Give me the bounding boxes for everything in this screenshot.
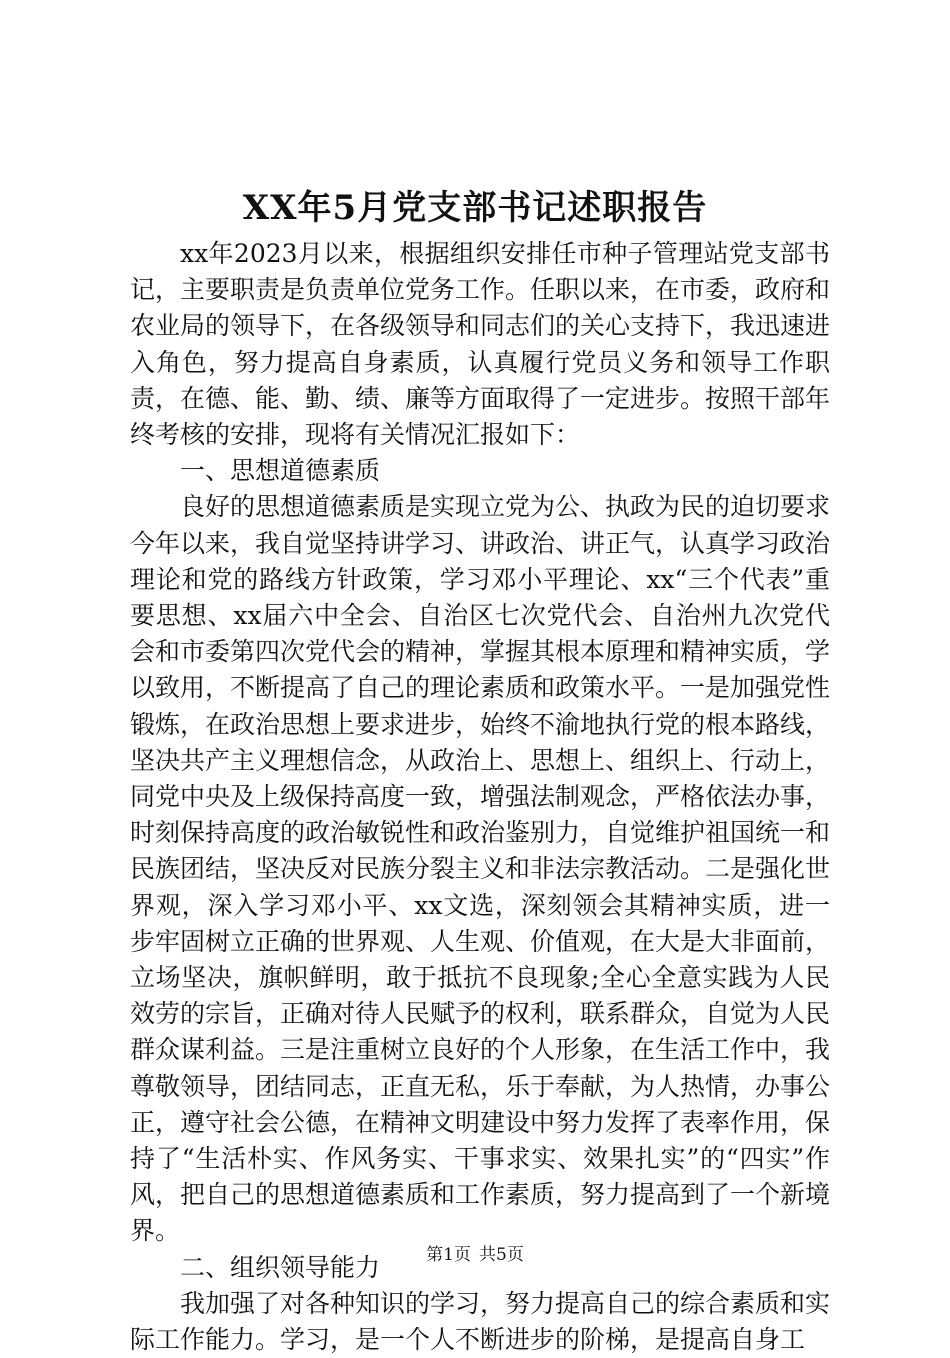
document-body (130, 236, 830, 1358)
page-footer (0, 1244, 950, 1266)
paragraph-section-2: 我加强了对各种知识的学习，努力提高自己的综合素质和实际工作能力。学习，是一个人不断进步的阶梯，是提高自身工 (130, 1288, 831, 1355)
paragraph-section-1: 良好的思想道德素质是实现立党为公、执政为民的迫切要求今年以来，我自觉坚持讲学习、讲政治、讲正气，认真学习政治理论和党的路线方针政策，学习邓小平理论、xx“三个代表”重要思想、xx届六中全会、自治区七次党代会、自治州九次党代会和市委第四次党代会的精神，掌握其根本原理和精神实质，学以致用，不断提高了自己的理论素质和政策水平。一是加强党性锻炼，在政治思想上要求进步，始终不渝地执行党的根本路线，坚决共产主义理想信念，从政治上、思想上、组织上、行动上，同党中央及上级保持高度一致，增强法制观念，严格依法办事，时刻保持高度的政治敏锐性和政治鉴别力，自觉维护祖国统一和民族团结，坚决反对民族分裂主义和非法宗教活动。二是强化世界观，深入学习邓小平、xx文选，深刻领会其精神实质，进一步牢固树立正确的世界观、人生观、价值观，在大是大非面前，立场坚决，旗帜鲜明，敢于抵抗不良现象;全心全意实践为人民效劳的宗旨，正确对待人民赋予的权利，联系群众，自觉为人民群众谋利益。三是注重树立良好的个人形象，在生活工作中，我尊敬领导，团结同志，正直无私，乐于奉献，为人热情，办事公正，遵守社会公德，在精神文明建设中努力发挥了表率作用，保持了“生活朴实、作风务实、干事求实、效果扎实”的“四实”作风，把自己的思想道德素质和工作素质，努力提高到了一个新境界。 (130, 492, 831, 1246)
section-heading-2: 二、组织领导能力 (180, 1252, 381, 1282)
page-total: 共5页 (479, 1245, 524, 1265)
paragraph-intro: xx年2023月以来，根据组织安排任市种子管理站党支部书记，主要职责是负责单位党务工作。任职以来，在市委，政府和农业局的领导下，在各级领导和同志们的关心支持下，我迅速进入角色，努力提高自身素质，认真履行党员义务和领导工作职责，在德、能、勤、绩、廉等方面取得了一定进步。按照干部年终考核的安排，现将有关情况汇报如下： (130, 239, 831, 450)
page-number: 第1页 (426, 1245, 471, 1265)
section-heading-1: 一、思想道德素质 (180, 456, 381, 486)
document-title: XX年5月党支部书记述职报告 (242, 188, 708, 228)
